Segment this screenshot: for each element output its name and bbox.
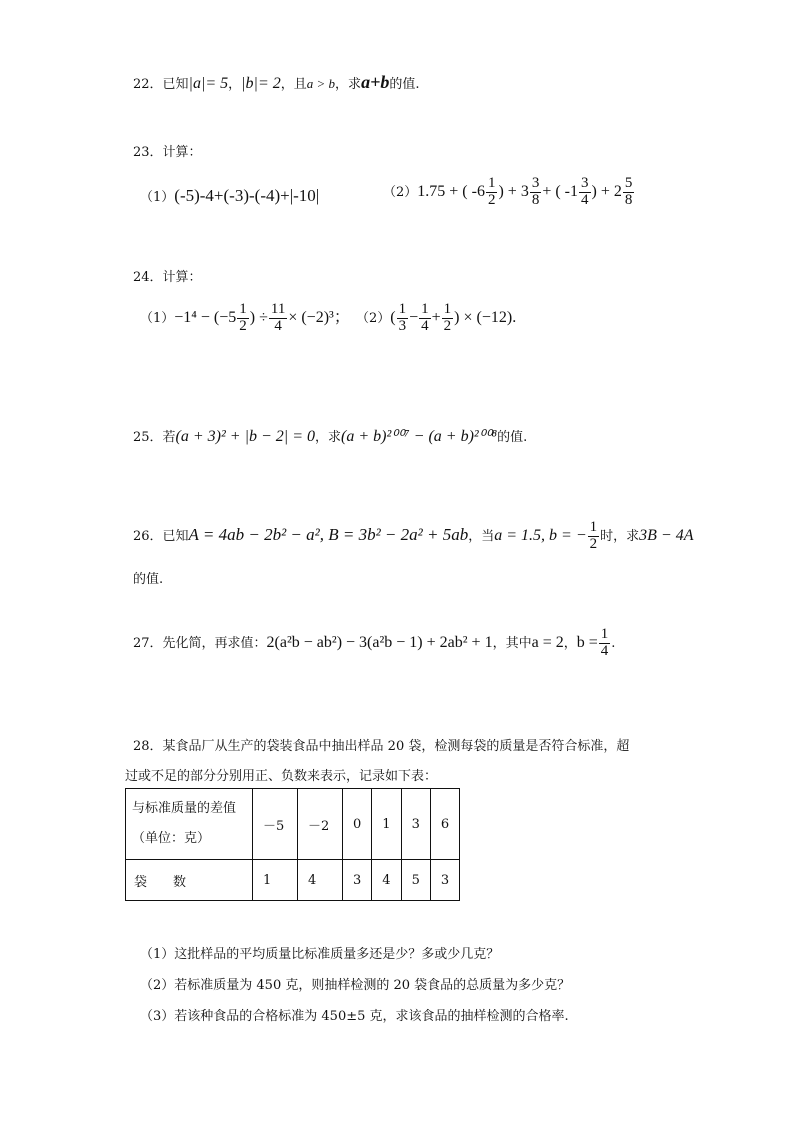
q28-sub1: （1）这批样品的平均质量比标准质量多还是少？多或少几克？	[140, 947, 500, 962]
table-cell-count: 3	[343, 860, 372, 901]
q24-title: 24．计算：	[133, 270, 202, 285]
frac-den: 4	[274, 317, 282, 334]
q23-p1-label: （1）	[140, 190, 175, 205]
table-count-label: 袋 数	[126, 860, 253, 901]
q24-part1	[140, 302, 350, 335]
table-cell-diff: 0	[343, 789, 372, 860]
frac-den: 2	[443, 317, 452, 334]
q22-tail: 的值.	[389, 77, 420, 92]
q24-p1-label: （1）	[140, 310, 175, 326]
q26-mid2: 时，求	[600, 528, 640, 544]
q24-p1-frac2	[269, 302, 287, 335]
frac-num: 1	[589, 519, 598, 535]
table-cell-diff: 3	[401, 789, 430, 860]
q22-condition: a > b	[306, 76, 336, 91]
q26-mid: ，当	[468, 528, 495, 544]
q22-sep: ，	[228, 77, 242, 92]
q23-p1-expression: (-5)-4+(-3)-(-4)+|-10|	[174, 186, 320, 205]
frac-den: 2	[239, 317, 247, 334]
q22-abs-b: |b|= 2	[241, 75, 281, 92]
q24-p2-seg-b: −	[409, 308, 419, 326]
q24-p2-seg-c: +	[431, 308, 441, 326]
frac-num: 5	[624, 175, 633, 191]
q28-sub2: （2）若标准质量为 450 克，则抽样检测的 20 袋食品的总质量为多少克？	[140, 978, 571, 993]
q24-p1-frac1	[237, 302, 249, 335]
frac-num: 1	[239, 301, 247, 317]
q22-abs-a: |a|= 5	[188, 75, 229, 92]
frac-num: 3	[581, 175, 589, 191]
q28-line2: 过或不足的部分分别用正、负数来表示，记录如下表：	[125, 769, 438, 784]
frac-den: 2	[487, 191, 496, 208]
frac-num: 11	[270, 301, 286, 317]
q22-target: a+b	[361, 72, 390, 92]
table-row	[126, 789, 460, 860]
q26-line2: 的值.	[133, 572, 164, 587]
table-cell-count: 1	[253, 860, 298, 901]
q27-cond-b: b =	[576, 633, 598, 651]
q23-p2-frac2	[530, 176, 542, 209]
q27-number: 27．先化简，再求值：	[133, 635, 267, 651]
weight-diff-table	[125, 788, 460, 901]
frac-den: 2	[589, 535, 598, 552]
table-cell-count: 5	[401, 860, 430, 901]
q24-p2-frac3	[442, 302, 454, 335]
q26-frac	[588, 520, 600, 553]
q23-p2-frac1	[486, 176, 498, 209]
q28-line1: 28．某食品厂从生产的袋装食品中抽出样品 20 袋，检测每袋的质量是否符合标准，超	[133, 739, 630, 754]
q24-p2-seg-a: (	[390, 308, 396, 326]
frac-num: 1	[487, 175, 496, 191]
q23-p2-label: （2）	[383, 184, 418, 200]
q24-p2-label: （2）	[356, 310, 391, 326]
table-cell-diff: 1	[372, 789, 401, 860]
frac-num: 1	[600, 626, 609, 642]
table-cell-count: 4	[298, 860, 343, 901]
q24-p2-frac1	[397, 302, 409, 335]
q26-target: 3B − 4A	[639, 526, 694, 544]
q26-condition: a = 1.5, b = −	[494, 526, 587, 544]
frac-den: 4	[581, 191, 589, 208]
frac-num: 1	[421, 301, 429, 317]
q24-p1-seg-a: −1⁴ − (−5	[174, 308, 237, 326]
q22-sep3: ，求	[335, 77, 362, 92]
q23-p2-seg-c: + ( -1	[542, 182, 579, 200]
q25-condition: (a + 3)² + |b − 2| = 0	[175, 428, 315, 445]
q26-number: 26．已知	[133, 528, 189, 544]
question-26	[133, 520, 694, 553]
frac-den: 8	[624, 191, 633, 208]
q24-p1-seg-c: × (−2)³；	[288, 308, 350, 326]
q25-target: (a + b)²⁰⁰⁷ − (a + b)²⁰⁰⁸	[341, 428, 498, 445]
question-27	[133, 627, 615, 660]
q22-number: 22．已知	[133, 77, 189, 92]
table-cell-count: 3	[430, 860, 459, 901]
header-label-line1: 与标准质量的差值	[132, 801, 237, 816]
q25-mid: ，求	[314, 430, 341, 445]
table-header-label	[126, 789, 253, 860]
frac-num: 1	[443, 301, 452, 317]
frac-den: 4	[600, 642, 609, 659]
question-22	[133, 72, 419, 93]
q25-number: 25．若	[133, 430, 176, 445]
q23-p2-seg-a: 1.75 + ( -6	[417, 182, 485, 200]
header-label-line2: （单位：克）	[132, 831, 211, 846]
q23-part1	[140, 186, 319, 206]
q24-p1-seg-b: ) ÷	[249, 308, 268, 326]
frac-den: 4	[421, 317, 429, 334]
table-cell-count: 4	[372, 860, 401, 901]
frac-num: 1	[398, 301, 407, 317]
q24-p2-seg-d: ) × (−12).	[454, 308, 517, 326]
q23-p2-frac4	[623, 176, 635, 209]
q24-p2-frac2	[419, 302, 431, 335]
table-cell-diff: －5	[253, 789, 298, 860]
q23-title: 23．计算：	[133, 145, 202, 160]
table-row	[126, 860, 460, 901]
q27-frac	[599, 627, 611, 660]
q27-expression: 2(a²b − ab²) − 3(a²b − 1) + 2ab² + 1	[266, 633, 493, 651]
table-cell-diff: 6	[430, 789, 459, 860]
q27-tail: .	[611, 635, 616, 651]
q26-definitions: A = 4ab − 2b² − a², B = 3b² − 2a² + 5ab	[188, 524, 469, 544]
q27-cond-a: a = 2	[531, 633, 564, 651]
q23-part2	[383, 176, 635, 209]
q22-sep2: ，且	[280, 77, 307, 92]
q23-p2-frac3	[579, 176, 591, 209]
q25-tail: 的值.	[497, 430, 528, 445]
q23-p2-seg-d: ) + 2	[591, 182, 622, 200]
table-cell-diff: －2	[298, 789, 343, 860]
frac-num: 3	[531, 175, 540, 191]
q23-p2-seg-b: ) + 3	[498, 182, 529, 200]
question-25	[133, 426, 527, 446]
q27-sep: ，	[563, 635, 577, 651]
q28-sub3: （3）若该种食品的合格标准为 450±5 克，求该食品的抽样检测的合格率.	[140, 1009, 569, 1024]
q27-mid: ，其中	[492, 635, 532, 651]
frac-den: 8	[531, 191, 540, 208]
q24-part2	[356, 302, 516, 335]
frac-den: 3	[398, 317, 407, 334]
